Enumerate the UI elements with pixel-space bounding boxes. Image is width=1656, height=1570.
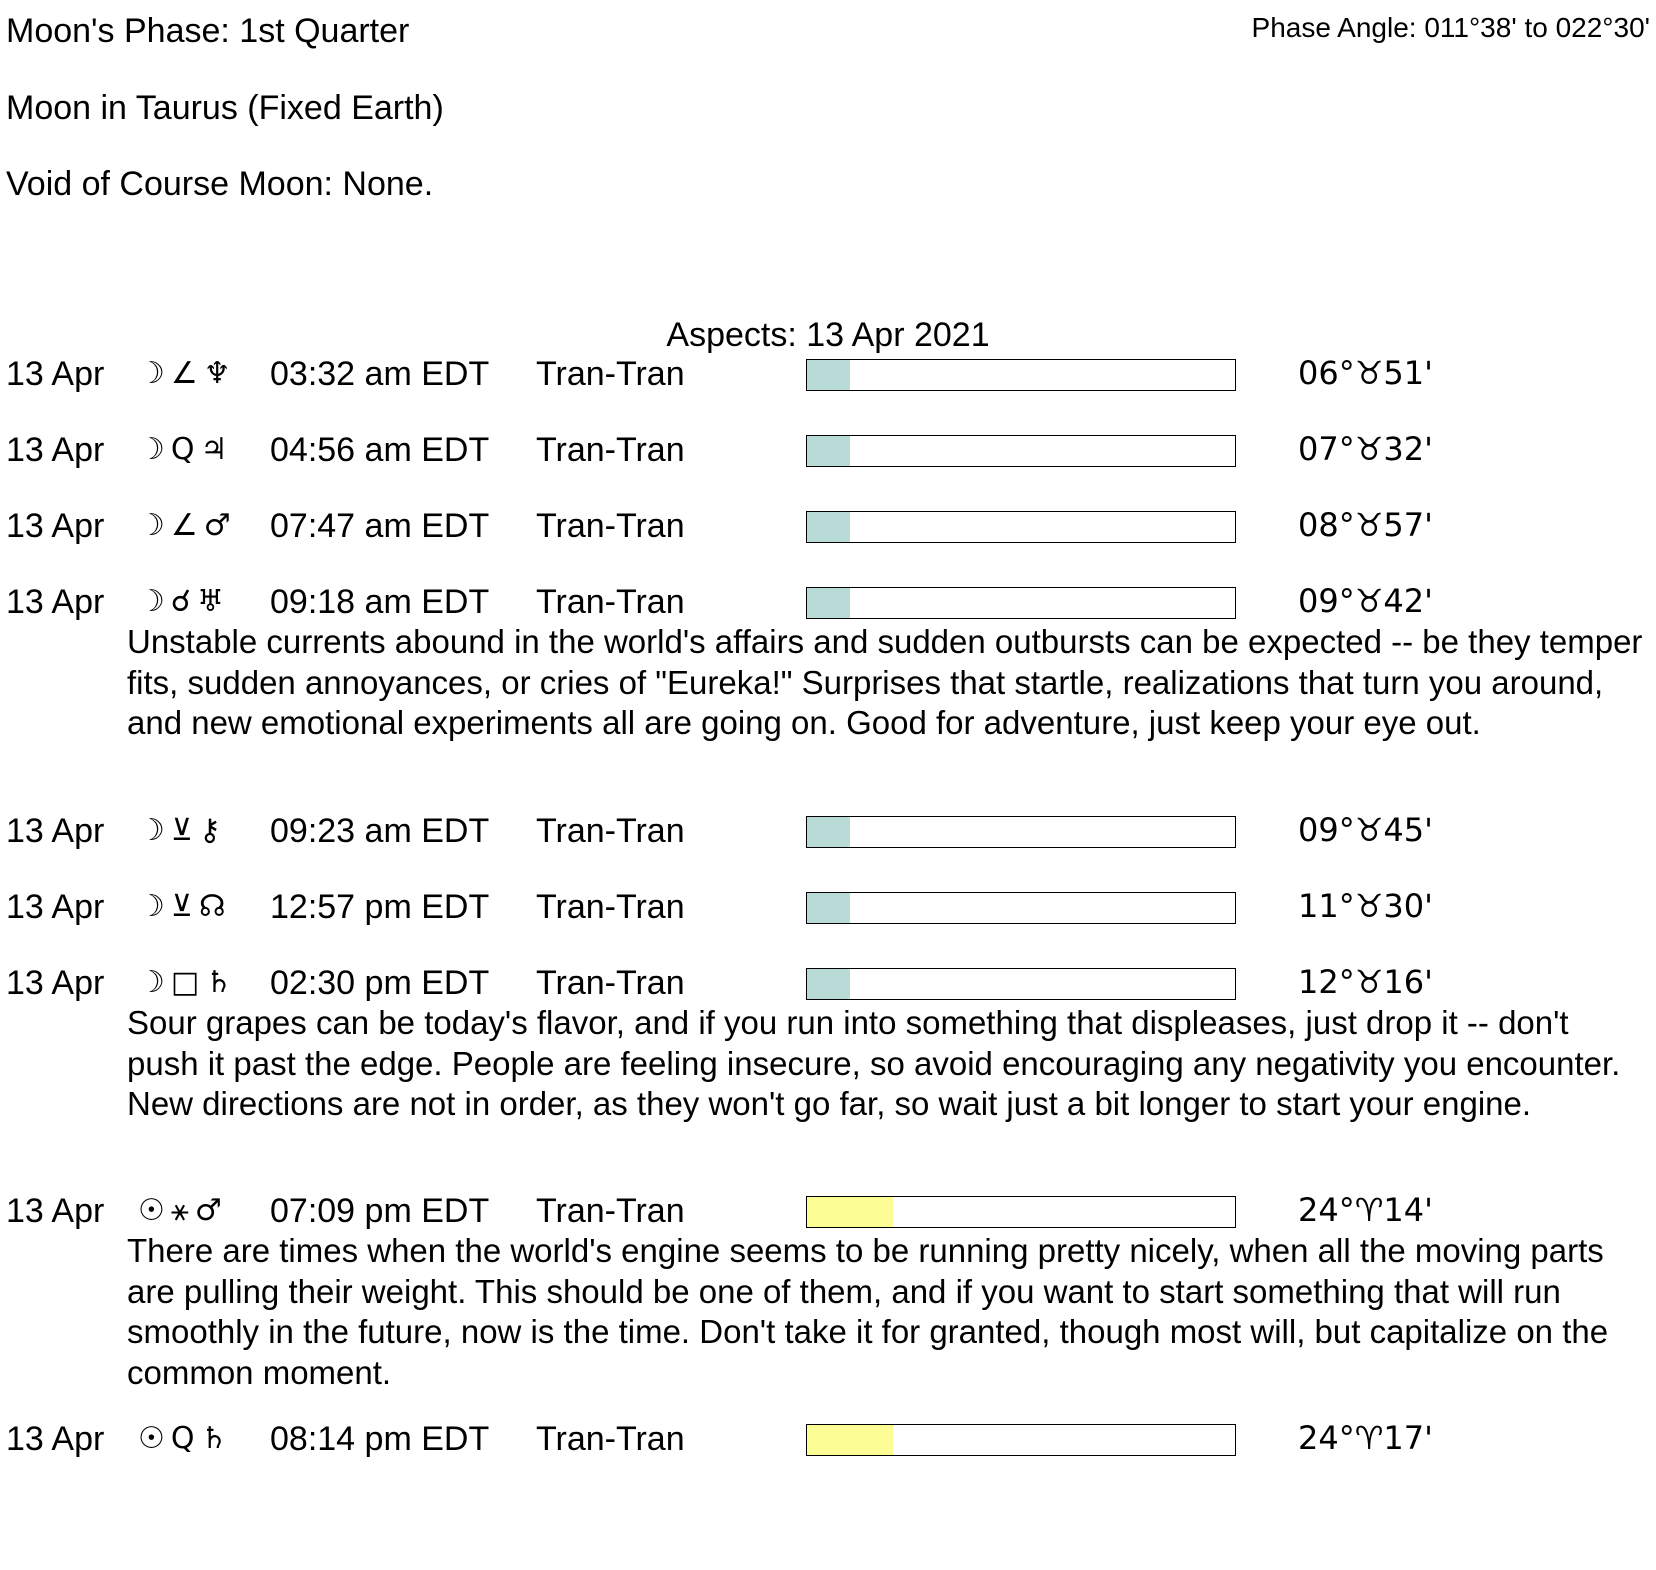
aspect-position: 24°♈17' xyxy=(1298,1419,1433,1457)
aspect-glyphs: ☽∠♆ xyxy=(138,356,237,391)
aspect-date: 13 Apr xyxy=(6,964,105,1002)
strength-bar-fill xyxy=(807,436,850,466)
aspect-type: Tran-Tran xyxy=(536,1192,685,1230)
aspect-type: Tran-Tran xyxy=(536,964,685,1002)
aspect-glyphs: ☽Q♃ xyxy=(138,432,234,467)
aspect-position: 24°♈14' xyxy=(1298,1191,1433,1229)
moon-phase: Moon's Phase: 1st Quarter xyxy=(6,12,410,50)
aspect-row xyxy=(0,811,1656,854)
aspect-time: 02:30 pm EDT xyxy=(270,964,490,1002)
aspect-row xyxy=(0,354,1656,397)
aspect-row xyxy=(0,430,1656,473)
aspect-position: 09°♉45' xyxy=(1298,811,1433,849)
strength-bar xyxy=(806,816,1236,848)
strength-bar-fill xyxy=(807,969,850,999)
aspect-glyphs: ☽∠♂ xyxy=(138,508,237,543)
strength-bar xyxy=(806,511,1236,543)
aspect-row xyxy=(0,582,1656,625)
strength-bar xyxy=(806,968,1236,1000)
strength-bar xyxy=(806,1424,1236,1456)
aspect-type: Tran-Tran xyxy=(536,812,685,850)
strength-bar-fill xyxy=(807,1425,893,1455)
aspect-time: 08:14 pm EDT xyxy=(270,1420,490,1458)
aspect-date: 13 Apr xyxy=(6,1192,105,1230)
strength-bar xyxy=(806,435,1236,467)
aspect-time: 09:18 am EDT xyxy=(270,583,490,621)
strength-bar-fill xyxy=(807,360,850,390)
strength-bar xyxy=(806,359,1236,391)
aspect-position: 11°♉30' xyxy=(1298,887,1433,925)
aspect-date: 13 Apr xyxy=(6,431,105,469)
aspect-position: 12°♉16' xyxy=(1298,963,1433,1001)
strength-bar-fill xyxy=(807,512,850,542)
strength-bar xyxy=(806,1196,1236,1228)
aspect-glyphs: ☽□♄ xyxy=(138,965,239,1000)
aspect-date: 13 Apr xyxy=(6,507,105,545)
aspect-glyphs: ☽⊻☊ xyxy=(138,889,232,924)
aspect-time: 07:09 pm EDT xyxy=(270,1192,490,1230)
aspect-time: 12:57 pm EDT xyxy=(270,888,490,926)
aspect-description: Unstable currents abound in the world's affairs and sudden outbursts can be expected -- be they temper fits, sudden annoyances, or cries of "Eureka!" Surprises that startle, realizations that turn you around, and new emotional experiments all are going on. Good for adventure, just keep your eye out. xyxy=(127,623,1643,741)
aspect-date: 13 Apr xyxy=(6,888,105,926)
aspects-title: Aspects: 13 Apr 2021 xyxy=(666,316,990,354)
aspect-description: Sour grapes can be today's flavor, and if you run into something that displeases, just drop it -- don't push it past the edge. People are feeling insecure, so avoid encouraging any negativity you encounter. New directions are not in order, as they won't go far, so wait just a bit longer to start your engine. xyxy=(127,1004,1621,1122)
aspect-position: 09°♉42' xyxy=(1298,582,1433,620)
aspect-type: Tran-Tran xyxy=(536,583,685,621)
phase-angle: Phase Angle: 011°38' to 022°30' xyxy=(1251,12,1650,43)
aspect-date: 13 Apr xyxy=(6,355,105,393)
aspect-glyphs: ☽☌♅ xyxy=(138,584,230,619)
aspect-position: 08°♉57' xyxy=(1298,506,1433,544)
aspect-row xyxy=(0,506,1656,549)
aspect-row xyxy=(0,1191,1656,1234)
aspect-glyphs: ☉⚹♂ xyxy=(138,1193,228,1228)
aspect-row xyxy=(0,963,1656,1006)
aspect-row xyxy=(0,887,1656,930)
aspect-date: 13 Apr xyxy=(6,1420,105,1458)
aspect-position: 07°♉32' xyxy=(1298,430,1433,468)
aspect-date: 13 Apr xyxy=(6,812,105,850)
aspect-time: 09:23 am EDT xyxy=(270,812,490,850)
strength-bar-fill xyxy=(807,588,850,618)
aspect-time: 07:47 am EDT xyxy=(270,507,490,545)
strength-bar-fill xyxy=(807,817,850,847)
aspect-time: 04:56 am EDT xyxy=(270,431,490,469)
strength-bar-fill xyxy=(807,1197,893,1227)
aspect-type: Tran-Tran xyxy=(536,507,685,545)
moon-sign: Moon in Taurus (Fixed Earth) xyxy=(6,89,444,127)
void-of-course: Void of Course Moon: None. xyxy=(6,165,434,203)
aspect-description: There are times when the world's engine seems to be running pretty nicely, when all the moving parts are pulling their weight. This should be one of them, and if you want to start something that will run smoothly in the future, now is the time. Don't take it for granted, though most will, but capitalize on the common moment. xyxy=(127,1232,1609,1391)
aspect-date: 13 Apr xyxy=(6,583,105,621)
strength-bar-fill xyxy=(807,893,850,923)
aspect-type: Tran-Tran xyxy=(536,1420,685,1458)
aspect-type: Tran-Tran xyxy=(536,888,685,926)
strength-bar xyxy=(806,587,1236,619)
aspect-position: 06°♉51' xyxy=(1298,354,1433,392)
aspect-glyphs: ☉Q♄ xyxy=(138,1421,234,1456)
aspect-glyphs: ☽⊻⚷ xyxy=(138,813,227,848)
aspect-time: 03:32 am EDT xyxy=(270,355,490,393)
strength-bar xyxy=(806,892,1236,924)
aspect-type: Tran-Tran xyxy=(536,355,685,393)
aspect-row xyxy=(0,1419,1656,1462)
aspect-type: Tran-Tran xyxy=(536,431,685,469)
